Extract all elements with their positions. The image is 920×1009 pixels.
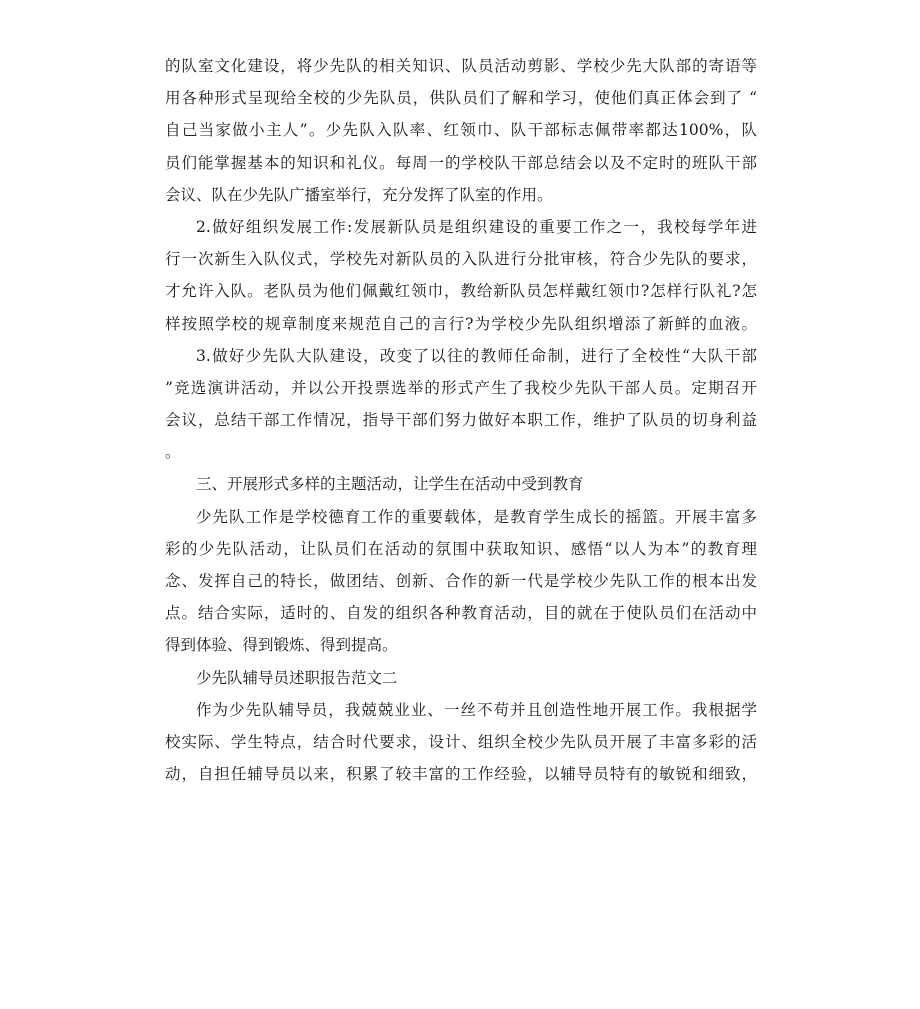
paragraph-line: 员们能掌握基本的知识和礼仪。每周一的学校队干部总结会以及不定时的班队干部 [165,153,757,172]
paragraph-line: 点。结合实际，适时的、自发的组织各种教育活动，目的就在于使队员们在活动中 [165,604,757,623]
paragraph-line: 2.做好组织发展工作:发展新队员是组织建设的重要工作之一，我校每学年进 [196,217,757,236]
paragraph-line: 自己当家做小主人”。少先队入队率、红领巾、队干部标志佩带率都达100%，队 [165,121,757,140]
paragraph-line: 会议，总结干部工作情况，指导干部们努力做好本职工作，维护了队员的切身利益 [165,411,757,430]
paragraph-line: 动，自担任辅导员以来，积累了较丰富的工作经验，以辅导员特有的敏锐和细致， [165,765,757,784]
paragraph-line: 念、发挥自己的特长，做团结、创新、合作的新一代是学校少先队工作的根本出发 [165,572,757,590]
paragraph-line: 会议、队在少先队广播室举行，充分发挥了队室的作用。 [165,185,553,204]
paragraph-line: 得到体验、得到锻炼、得到提高。 [165,636,398,655]
paragraph-line: 样按照学校的规章制度来规范自己的言行?为学校少先队组织增添了新鲜的血液。 [165,314,757,333]
document-body [165,50,757,790]
paragraph-line: 的队室文化建设，将少先队的相关知识、队员活动剪影、学校少先大队部的寄语等 [165,57,757,75]
paragraph-line: 3.做好少先队大队建设，改变了以往的教师任命制，进行了全校性“大队干部 [196,346,757,365]
paragraph-line: ”竞选演讲活动，并以公开投票选举的形式产生了我校少先队干部人员。定期召开 [165,378,757,397]
section-heading: 三、开展形式多样的主题活动，让学生在活动中受到教育 [196,475,584,494]
paragraph-line: 少先队工作是学校德育工作的重要载体，是教育学生成长的摇篮。开展丰富多 [196,507,757,526]
article-subtitle: 少先队辅导员述职报告范文二 [196,668,398,687]
paragraph-line: 校实际、学生特点，结合时代要求，设计、组织全校少先队员开展了丰富多彩的活 [165,732,757,751]
paragraph-line: 彩的少先队活动，让队员们在活动的氛围中获取知识、感悟“以人为本”的教育理 [165,539,757,558]
paragraph-line: 。 [165,443,181,462]
paragraph-line: 才允许入队。老队员为他们佩戴红领巾，教给新队员怎样戴红领巾?怎样行队礼?怎 [165,282,757,301]
paragraph-line: 行一次新生入队仪式，学校先对新队员的入队进行分批审核，符合少先队的要求， [165,250,757,269]
paragraph-line: 用各种形式呈现给全校的少先队员，供队员们了解和学习，使他们真正体会到了 “ [165,89,757,108]
paragraph-line: 作为少先队辅导员，我兢兢业业、一丝不苟并且创造性地开展工作。我根据学 [196,700,757,719]
